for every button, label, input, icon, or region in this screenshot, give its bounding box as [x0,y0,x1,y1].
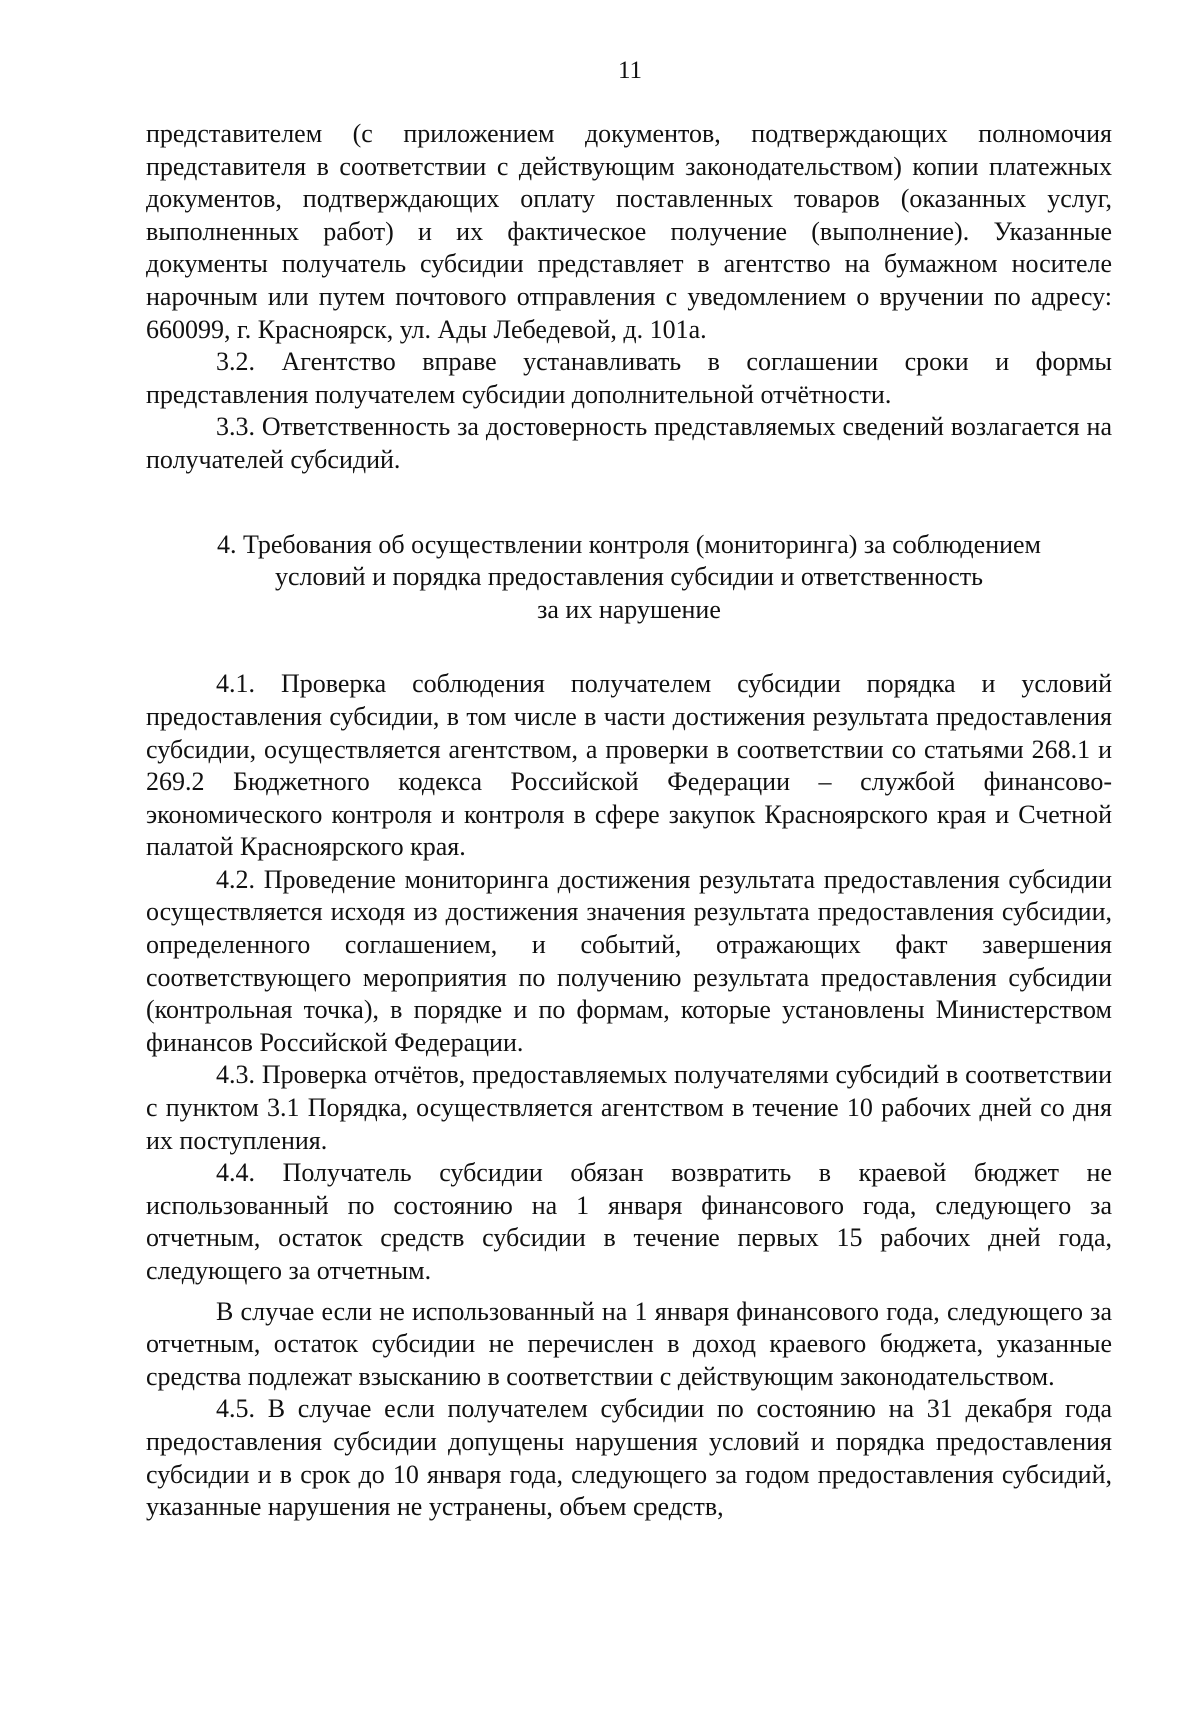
paragraph-4-5: 4.5. В случае если получателем субсидии по состоянию на 31 декабря года предоставления субсидии допущены нарушения условий и порядка предоставления субсидии и в срок до 10 января года, следующего за годом предоставления субсидий, указанные нарушения не устранены, объем средств, [146,1394,1112,1522]
section-4-heading [146,529,1112,627]
paragraph-4-4-continuation: В случае если не использованный на 1 января финансового года, следующего за отчетным, остаток субсидии не перечислен в доход краевого бюджета, указанные средства подлежат взысканию в соответствии с действующим законодательством. [146,1296,1112,1391]
section-4-heading-line-1: 4. Требования об осуществлении контроля (мониторинга) за соблюдением [216,529,1042,559]
page-number: 11 [617,57,643,84]
document-body [146,118,1112,1524]
paragraph-3-3: 3.3. Ответственность за достоверность представляемых сведений возлагается на получателей субсидий. [146,412,1112,474]
paragraph-4-1: 4.1. Проверка соблюдения получателем субсидии порядка и условий предоставления субсидии, в том числе в части достижения результата предоставления субсидии, осуществляется агентством, а проверки в соответствии со статьями 268.1 и 269.2 Бюджетного кодекса Российской Федерации – службой финансово-экономического контроля и контроля в сфере закупок Красноярского края и Счетной палатой Красноярского края. [146,669,1112,862]
paragraph-4-2: 4.2. Проведение мониторинга достижения результата предоставления субсидии осуществляется исходя из достижения значения результата предоставления субсидии, определенного соглашением, и событий, отражающих факт завершения соответствующего мероприятия по получению результата предоставления субсидии (контрольная точка), в порядке и по формам, которые установлены Министерством финансов Российской Федерации. [146,864,1112,1057]
paragraph-3-2: 3.2. Агентство вправе устанавливать в соглашении сроки и формы представления получателем субсидии дополнительной отчётности. [146,347,1112,409]
section-4-heading-line-3: за их нарушение [537,594,721,624]
paragraph-4-3: 4.3. Проверка отчётов, предоставляемых получателями субсидий в соответствии с пунктом 3.1 Порядка, осуществляется агентством в течение 10 рабочих дней со дня их поступления. [146,1060,1112,1155]
paragraph-4-4: 4.4. Получатель субсидии обязан возвратить в краевой бюджет не использованный по состоянию на 1 января финансового года, следующего за отчетным, остаток средств субсидии в течение первых 15 рабочих дней года, следующего за отчетным. [146,1158,1112,1285]
section-4-heading-line-2: условий и порядка предоставления субсидии и ответственность [274,562,984,592]
paragraph-continuation: представителем (с приложением документов, подтверждающих полномочия представителя в соответствии с действующим законодательством) копии платежных документов, подтверждающих оплату поставленных товаров (оказанных услуг, выполненных работ) и их фактическое получение (выполнение). Указанные документы получатель субсидии представляет в агентство на бумажном носителе нарочным или путем почтового отправления с уведомлением о вручении по адресу: 660099, г. Красноярск, ул. Ады Лебедевой, д. 101а. [146,119,1112,344]
